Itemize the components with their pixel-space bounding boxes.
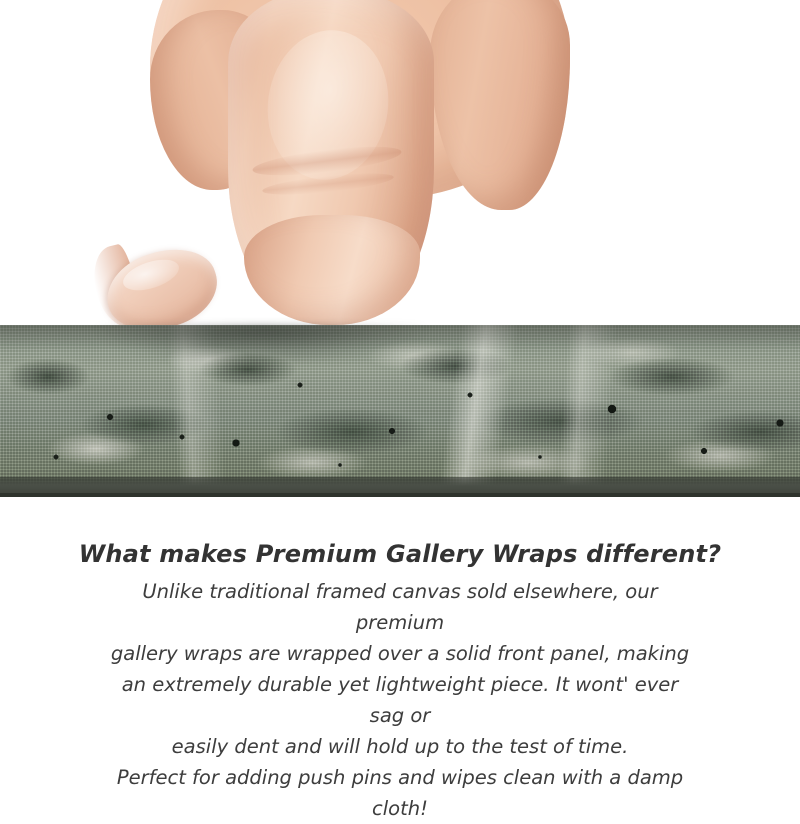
wrap-bottom-line (0, 493, 800, 497)
caption-body (0, 576, 800, 824)
caption-line-1: Unlike traditional framed canvas sold elsewhere, our premium (142, 580, 658, 634)
strip-top-shadow (0, 325, 800, 351)
caption-block (0, 540, 800, 824)
hand-illustration (0, 0, 800, 325)
fingertip (244, 215, 420, 325)
caption-line-4: easily dent and will hold up to the test of time. (171, 735, 629, 758)
caption-line-5: Perfect for adding push pins and wipes clean with a damp cloth! (116, 766, 684, 820)
canvas-edge-strip (0, 325, 800, 497)
caption-line-2: gallery wraps are wrapped over a solid front panel, making (110, 642, 690, 665)
caption-headline: What makes Premium Gallery Wraps different? (78, 540, 722, 568)
caption-line-3: an extremely durable yet lightweight piece. It wont' ever sag or (121, 673, 679, 727)
